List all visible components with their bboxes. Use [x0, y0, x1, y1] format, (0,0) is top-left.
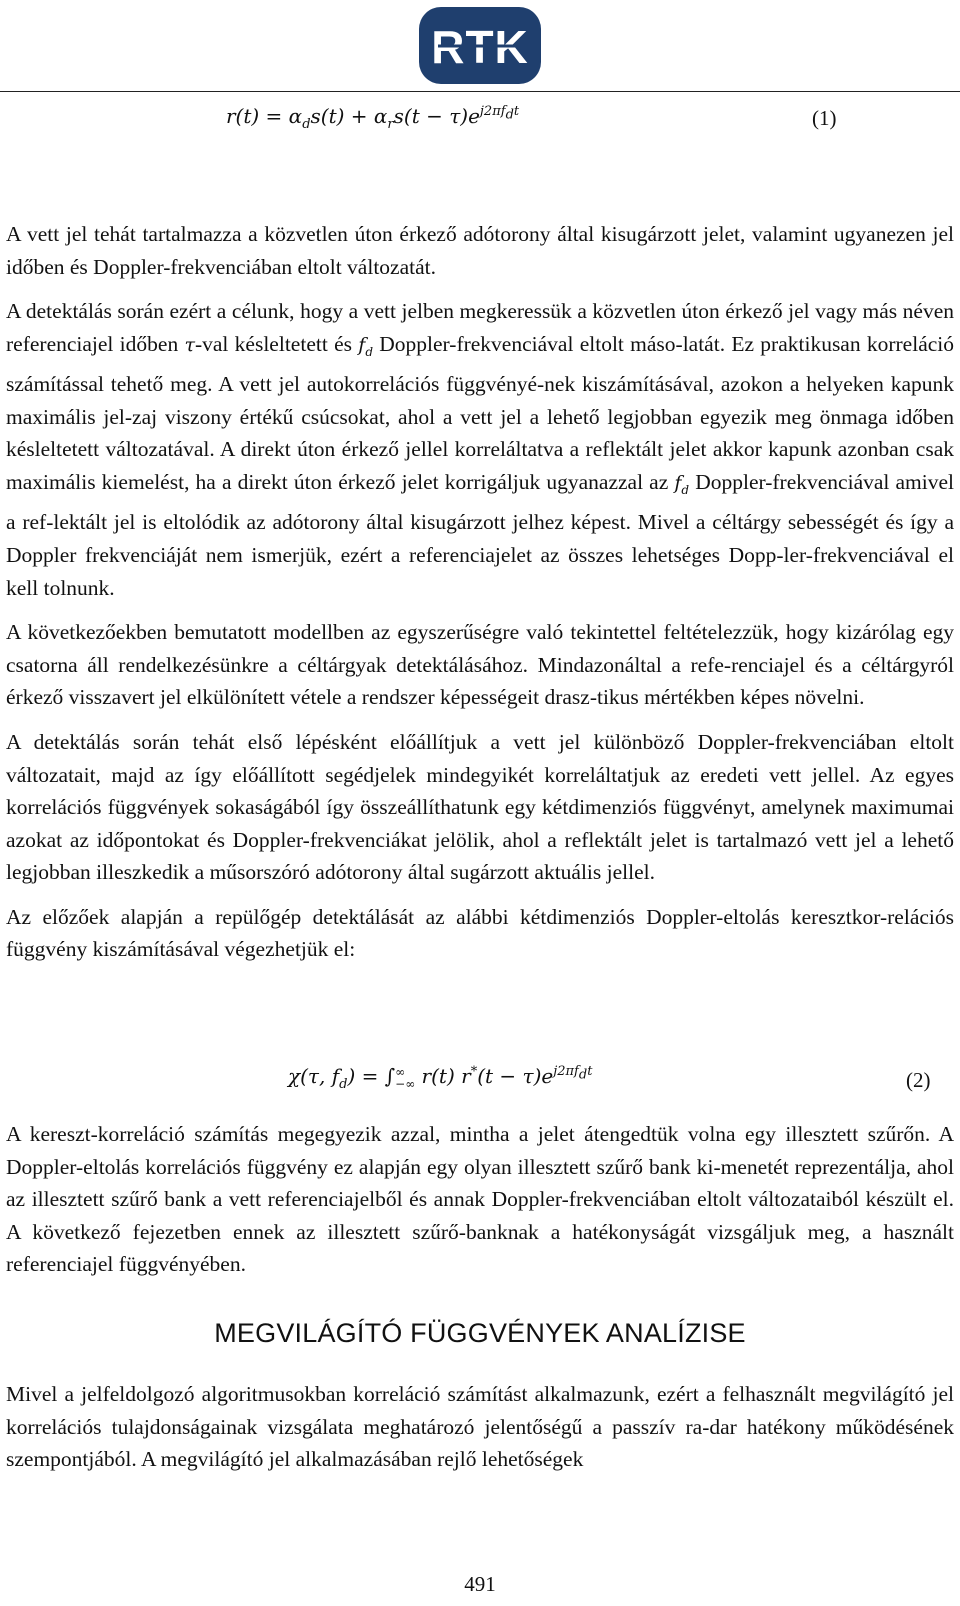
paragraph: A következőekben bemutatott modellben az egyszerűségre való tekintettel feltételezzük, hogy kizárólag egy csatorna áll rendelkezésünkre a céltárgyak detektálásához. Mindazonáltal a refe-renciajel és a céltárgyról érkező visszavert jel elkülönített vétele a rendszer képességeit drasz-tikus mértékben képes növelni.: [6, 620, 954, 710]
paragraph: Az előzőek alapján a repülőgép detektálását az alábbi kétdimenziós Doppler-eltolás keresztkor-relációs függvény kiszámításával végezhetjük el:: [6, 904, 954, 962]
equation-2: χ(τ, $f_d$) = ∫ ∞ −∞ r(t) $r^*(t - \tau)e^{j2\pi f_dt}$: [288, 1064, 593, 1092]
paragraph: A kereszt-korreláció számítás megegyezik azzal, mintha a jelet átengedtük volna egy illesztett szűrőn. A Doppler-eltolás korrelációs függvény ez alapján egy olyan illesztett szűrő bank ki-menetét reprezentálja, ahol az illesztett szűrő bank a vett referenciajelből és annak Doppler-frekvenciában eltolt változataiból készült el. A következő fejezetben ennek az illesztett szűrő-banknak a hatékonyságát vizsgáljuk meg, a használt referenciajel függvényében.: [6, 1122, 954, 1277]
section-title: MEGVILÁGÍTÓ FÜGGVÉNYEK ANALÍZISE: [214, 1318, 746, 1348]
logo-text: RTK: [431, 21, 529, 73]
paragraph: Mivel a jelfeldolgozó algoritmusokban korreláció számítást alkalmazunk, ezért a felhasznált megvilágító jel korrelációs tulajdonságainak vizsgálata meghatározó jelentőségű a passzív ra-dar hatékony működésének szempontjából. A megvilágító jel alkalmazásában rejlő lehetőségek: [6, 1382, 954, 1472]
equation-2-number: (2): [906, 1068, 931, 1092]
page-number: 491: [464, 1572, 496, 1596]
paragraph-detection: A detektálás során ezért a célunk, hogy a vett jelben megkeressük a közvetlen úton érkező jel vagy más néven referenciajel időben τ-val késleltetett és $f_d$ Doppler-frekvenciával eltolt máso-latát. Ez praktikusan korreláció számítással tehető meg. A vett jel autokorrelációs függvényé-nek kiszámításával, azokon a helyeken kapunk maximális jel-zaj viszony értékű csúcsokat, ahol a vett jel a lehető legjobban egyezik meg önmaga időben késleltetett változatával. A direkt úton érkező jellel korreláltatva a reflektált jelet akkor kapunk azonban csak maximális kiemelést, ha a direkt úton érkező jelet korrigáljuk ugyanazzal az $f_d$ Doppler-frekvenciával amivel a ref-lektált jel is eltolódik az adótorony által kisugárzott jelhez képest. Mivel a céltárgy sebességét és így a Doppler frekvenciáját nem ismerjük, ezért a referenciajelet az összes lehetséges Dopp-ler-frekvenciával el kell tolnunk.: [6, 299, 955, 600]
header-divider: [0, 91, 960, 92]
equation-1-number: (1): [812, 106, 837, 130]
paragraph: A vett jel tehát tartalmazza a közvetlen úton érkező adótorony által kisugárzott jelet, valamint ugyanezen jel időben és Doppler-frekvenciában eltolt változatát.: [6, 222, 954, 279]
rtk-logo-graphic: [418, 6, 542, 85]
body-text-upper: [6, 218, 954, 978]
page-header: [0, 0, 960, 95]
rtk-logo: [418, 6, 542, 85]
body-text-lower: [6, 1378, 954, 1488]
equation-1: $r(t) = \alpha_ds(t) + \alpha_rs(t - \tau)e^{j2\pi f_dt}$: [226, 104, 520, 132]
body-text-middle: [6, 1118, 954, 1293]
paragraph: A detektálás során tehát első lépésként előállítjuk a vett jel különböző Doppler-frekvenciában eltolt változatait, majd az így előállított segédjelek mindegyikét korreláltatjuk az eredeti vett jellel. Az egyes korrelációs függvények sokaságából így összeállíthatunk egy kétdimenziós függvényt, amelynek maximumai azokat az időpontokat és Doppler-frekvenciákat jelölik, ahol a reflektált jelet is tartalmazó vett jel a lehető legjobban illeszkedik a műsorszóró adótorony által sugárzott aktuális jellel.: [6, 729, 954, 885]
